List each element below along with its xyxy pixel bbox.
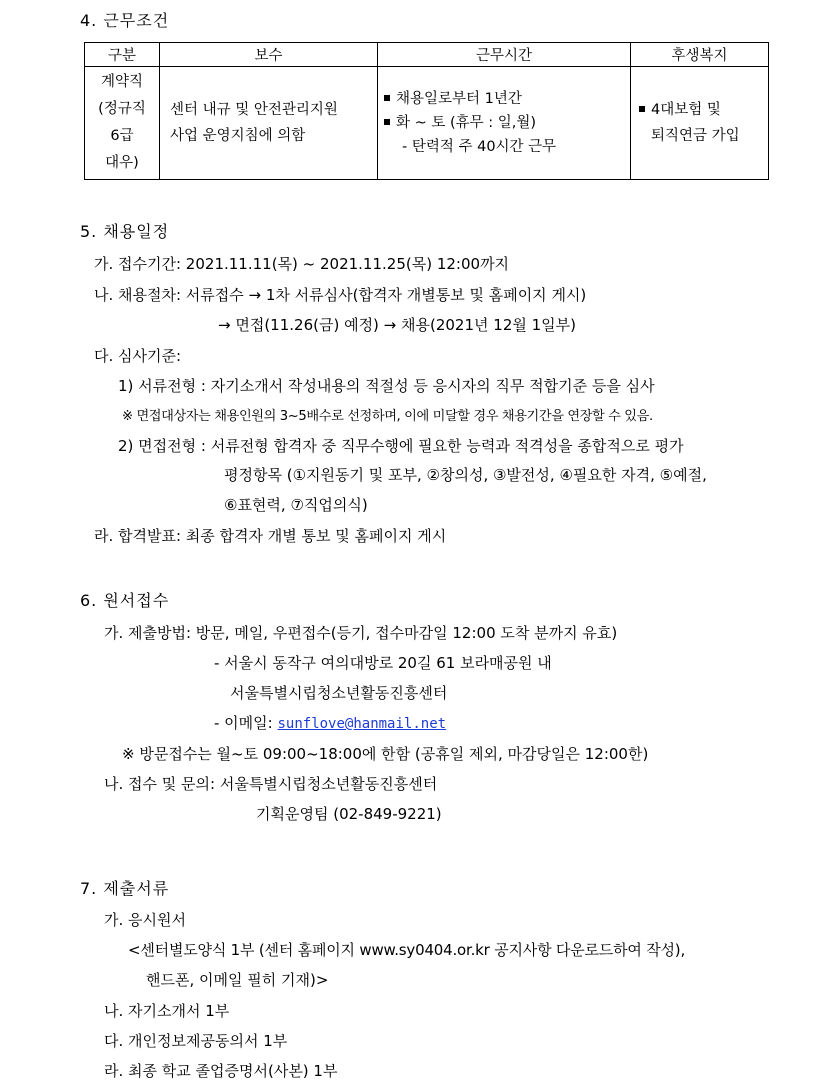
s6-addr1: - 서울시 동작구 여의대방로 20길 61 보라매공원 내 [214,654,552,672]
cell-pay [160,67,378,180]
s5-ga: 가. 접수기간: 2021.11.11(목) ~ 2021.11.25(목) 12:00까지 [94,255,510,273]
hours-item [384,87,630,111]
header-hours: 근무시간 [378,43,631,67]
email-link[interactable]: sunflove@hanmail.net [277,716,447,732]
hours-item [384,135,630,159]
s5-da2: 2) 면접전형 : 서류전형 합격자 중 직무수행에 필요한 능력과 적격성을 종합적으로 평가 [118,437,684,455]
hours-line: 화 ~ 토 (휴무 : 일,월) [396,115,537,131]
email-label: - 이메일: [214,714,278,732]
welfare-item [639,123,768,149]
bullet-icon [384,95,390,101]
bullet-icon [639,106,645,112]
type-line: (정규직 [98,101,146,117]
s6-addr2: 서울특별시립청소년활동진흥센터 [230,684,448,702]
header-type: 구분 [85,43,160,67]
pay-line: 센터 내규 및 안전관리지원 [170,102,338,118]
work-conditions-table [84,42,769,180]
hours-item [384,111,630,135]
s7-da: 다. 개인정보제공동의서 1부 [104,1032,288,1050]
cell-type [85,67,160,180]
s5-da2b: 평정항목 (①지원동기 및 포부, ②창의성, ③발전성, ④필요한 자격, ⑤예절, [224,466,707,484]
type-line: 계약직 [100,74,144,90]
type-line: 대우) [105,155,139,171]
table-header-row [85,43,769,67]
s6-ga: 가. 제출방법: 방문, 메일, 우편접수(등기, 접수마감일 12:00 도착 분까지 유효) [104,624,618,642]
s7-ga: 가. 응시원서 [104,911,186,929]
cell-hours [378,67,631,180]
header-pay: 보수 [160,43,378,67]
table-row [85,67,769,180]
type-line: 6급 [110,128,134,144]
s7-ga-detail2: 핸드폰, 이메일 필히 기재)> [146,971,329,989]
s7-ga-detail1: <센터별도양식 1부 (센터 홈페이지 www.sy0404.or.kr 공지사항 다운로드하여 작성), [128,941,686,959]
s6-na: 나. 접수 및 문의: 서울특별시립청소년활동진흥센터 [104,775,438,793]
s5-da-note: ※ 면접대상자는 채용인원의 3~5배수로 선정하며, 이에 미달할 경우 채용기간을 연장할 수 있음. [122,409,653,424]
section5-heading: 5. 채용일정 [80,222,170,241]
s7-ra: 라. 최종 학교 졸업증명서(사본) 1부 [104,1062,338,1080]
s6-note: ※ 방문접수는 월~토 09:00~18:00에 한함 (공휴일 제외, 마감당일은 12:00한) [122,745,649,763]
section4-heading: 4. 근무조건 [80,11,170,30]
hours-line: - 탄력적 주 40시간 근무 [402,139,557,155]
s5-na1: 나. 채용절차: 서류접수 → 1차 서류심사(합격자 개별통보 및 홈페이지 게시) [94,286,587,304]
welfare-item [639,97,768,123]
s5-da2c: ⑥표현력, ⑦직업의식) [224,496,368,514]
s5-da: 다. 심사기준: [94,347,182,365]
s5-da1: 1) 서류전형 : 자기소개서 작성내용의 적절성 등 응시자의 직무 적합기준 등을 심사 [118,377,655,395]
section7-heading: 7. 제출서류 [80,879,170,898]
s6-email-row [214,712,446,733]
bullet-icon [384,119,390,125]
s7-na: 나. 자기소개서 1부 [104,1002,230,1020]
pay-line: 사업 운영지침에 의함 [170,128,306,144]
s5-ra: 라. 합격발표: 최종 합격자 개별 통보 및 홈페이지 게시 [94,527,447,545]
welfare-line: 퇴직연금 가입 [651,128,740,144]
section6-heading: 6. 원서접수 [80,591,170,610]
s5-na2: → 면접(11.26(금) 예정) → 채용(2021년 12월 1일부) [218,316,576,334]
header-welfare: 후생복지 [631,43,769,67]
welfare-line: 4대보험 및 [651,102,721,118]
s6-team: 기획운영팀 (02-849-9221) [256,805,442,823]
hours-line: 채용일로부터 1년간 [396,91,522,107]
cell-welfare [631,67,769,180]
